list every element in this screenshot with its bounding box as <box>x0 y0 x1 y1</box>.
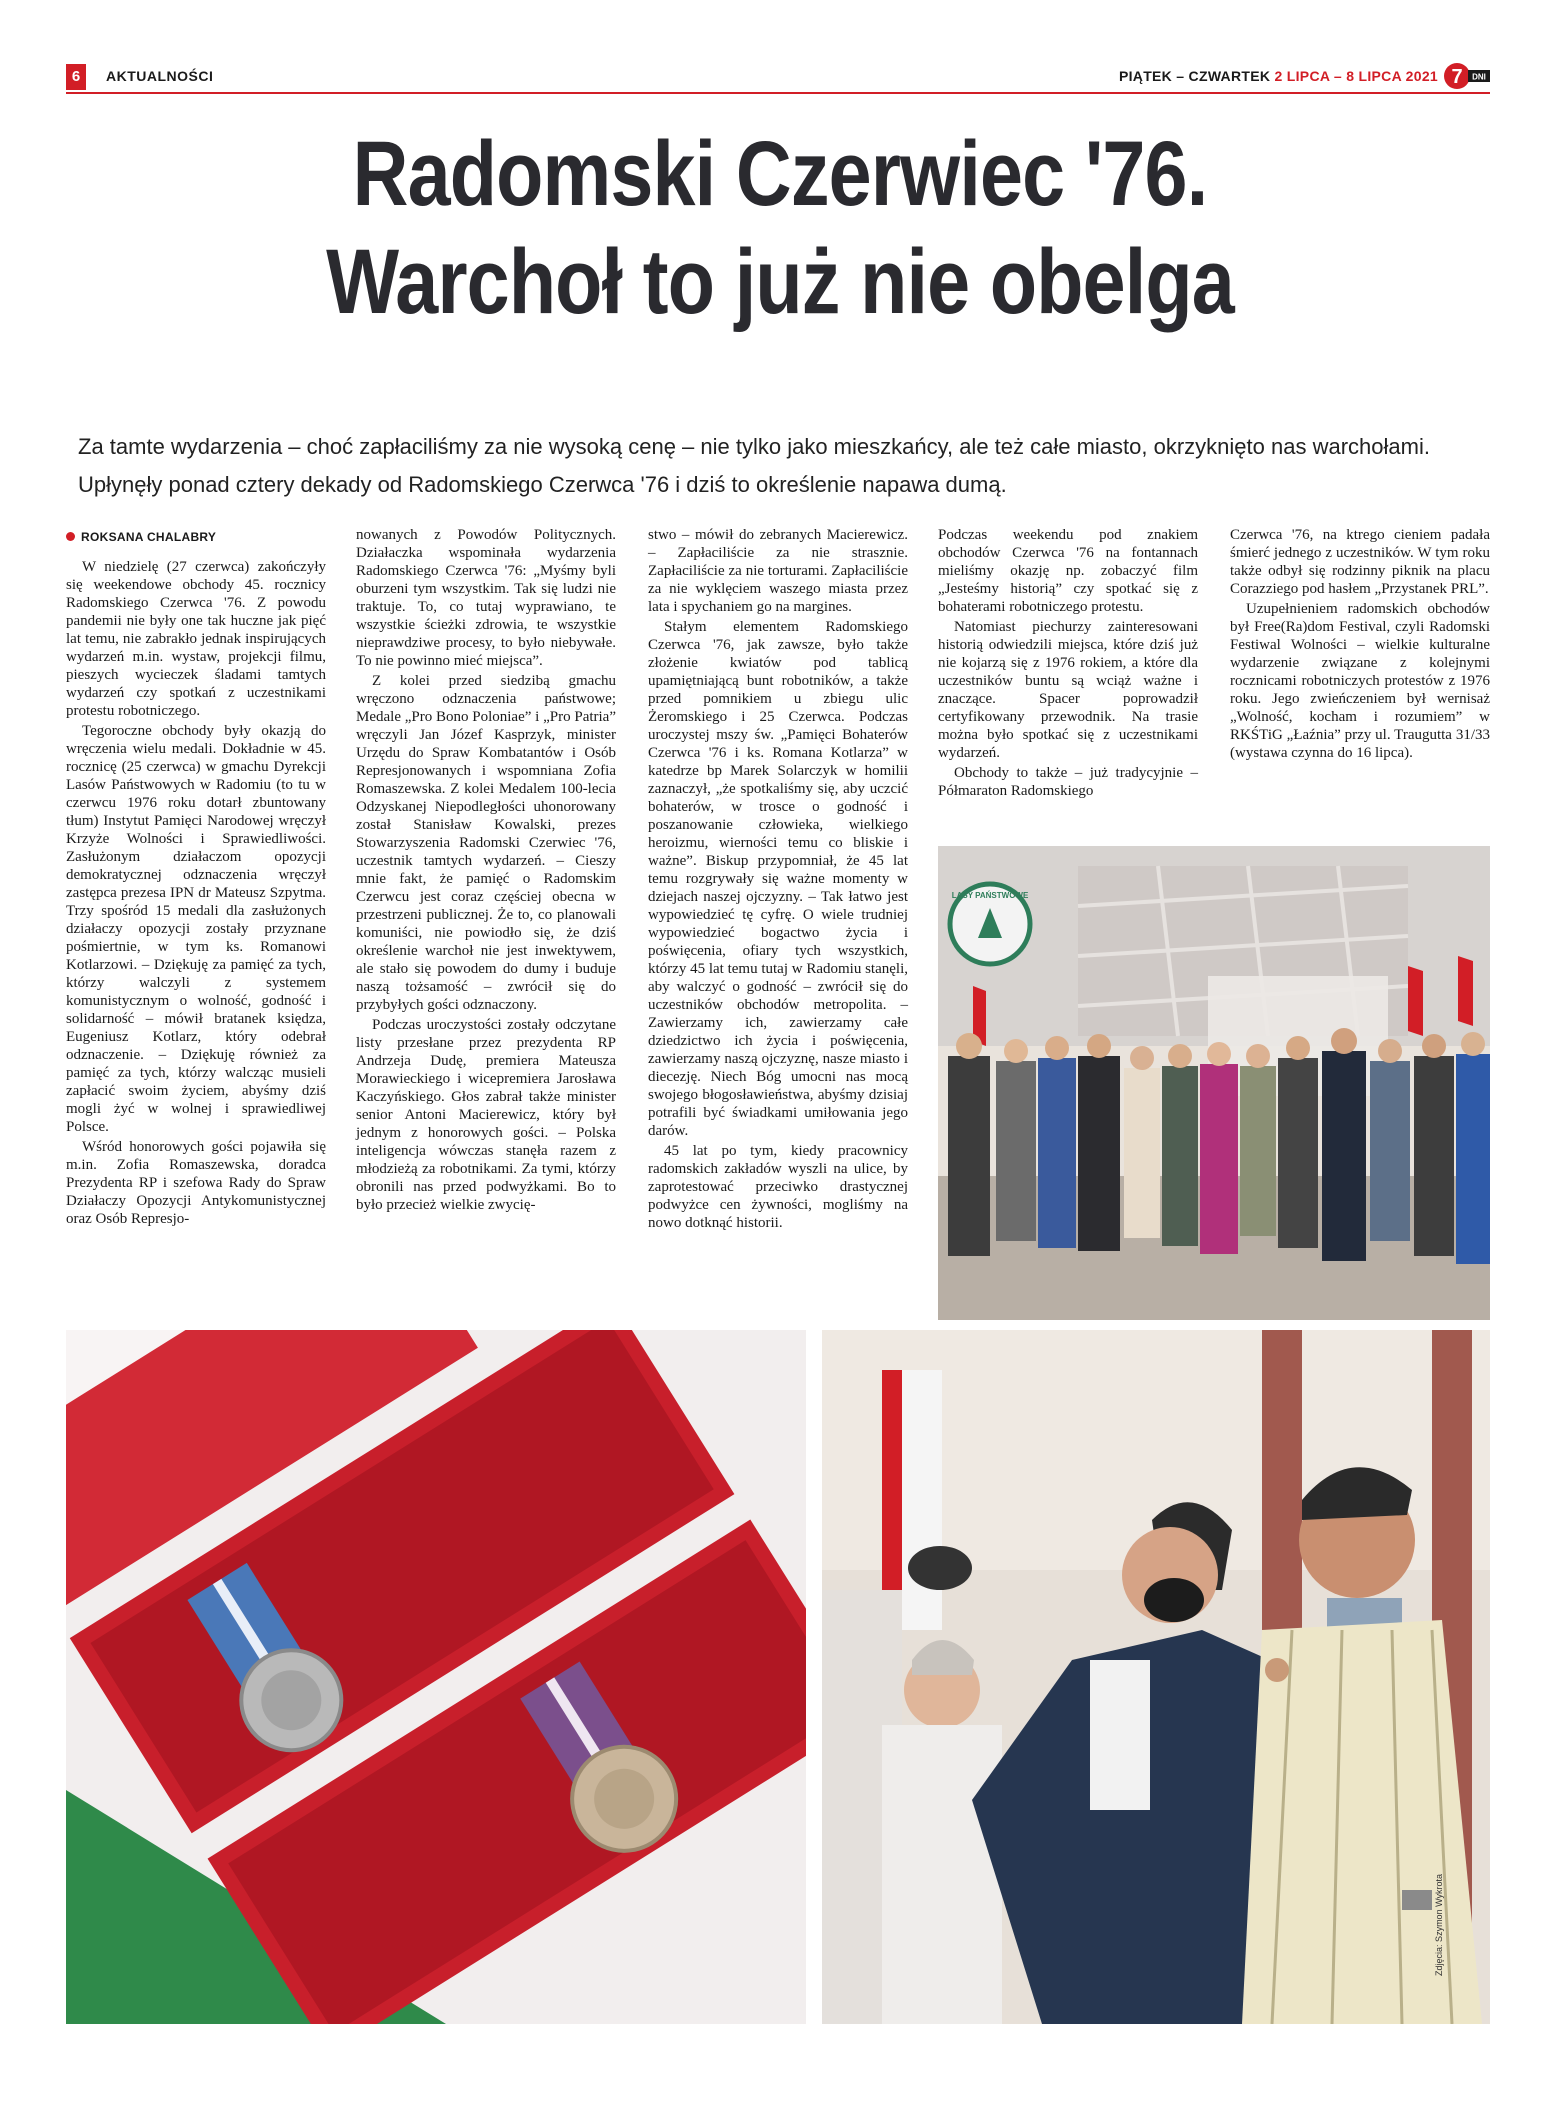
ceremony-photo <box>822 1330 1490 2024</box>
byline <box>66 530 326 544</box>
paragraph: W niedzielę (27 czerwca) zakończyły się weekendowe obchody 45. rocznicy Radomskiego Czerwca '76. Z powodu pandemii nie były one tak huczne jak pięć lat temu, nie zabrakło jednak inspirujących wydarzeń m.in. wystaw, projekcji filmu, pieszych wycieczek śladami tamtych wydarzeń czy spotkań z uczestnikami protestu robotniczego. <box>66 559 326 719</box>
medals-photo-image <box>66 1330 806 2024</box>
page-number: 6 <box>66 64 86 90</box>
7dni-logo <box>1444 62 1490 90</box>
paragraph: Czerwca '76, na ktrego cieniem padała śmierć jednego z uczestników. W tym roku także odbył się rodzinny piknik na placu Corazziego pod hasłem „Przystanek PRL”. <box>1230 527 1490 597</box>
group-of-people <box>948 1028 1490 1264</box>
dates-prefix: PIĄTEK – CZWARTEK <box>1118 68 1275 84</box>
svg-text:DNI: DNI <box>1472 72 1486 82</box>
paragraph: Stałym elementem Radomskiego Czerwca '76, jak zawsze, było także złożenie kwiatów pod tablicą upamiętniającą bunt robotników, a także przed pomnikiem u zbiegu ulic Żeromskiego i 25 Czerwca. Podczas uroczystej mszy św. „Pamięci Bohaterów Czerwca '76 i ks. Romana Kotlarza” w katedrze bp Marek Solarczyk w homilii zaznaczył, „że spotkaliśmy się, aby uczcić bohaterów, w trosce o godność i poszanowanie człowieka, wielkiego heroizmu, wierności temu co bliskie i ważne”. Biskup przypomniał, że 45 lat temu rozgrywały się ważne momenty w dziejach naszej ojczyzny. – Tak łatwo jest wypowiedzieć tę cyfrę. O wiele trudniej wypowiedzieć bogactwo życia i poświęcenia, ofiary tych wszystkich, którzy 45 lat temu tutaj w Radomiu stanęli, aby walczyć o godność – zwrócił się do uczestników obchodów metropolita. – Zawierzamy ich, zawierzamy całe dziedzictwo ich życia i poświęcenia, zawierzamy naszą ojczyznę, nasze miasto i diecezję. Niech Bóg umocni nas mocą swojego błogosławieństwa, abyśmy dzisiaj potrafili być świadkami umiłowania jego darów. <box>648 619 908 1139</box>
column-3 <box>648 526 908 1234</box>
issue-dates <box>1119 68 1438 84</box>
paragraph: nowanych z Powodów Politycznych. Działaczka wspominała wydarzenia Radomskiego Czerwca '76: „Myśmy byli oburzeni tym wszystkim. Tak się ludzi nie traktuje. To, co tutaj wyprawiano, te wszystkie ścieżki zdrowia, te wszystkie nieprawdziwe procesy, to było niebywałe. To nie powinno mieć miejsca”. <box>356 527 616 669</box>
column-5 <box>1230 526 1490 764</box>
column-2 <box>356 526 616 1216</box>
column-1 <box>66 526 326 1230</box>
lasy-panstwowe-text: LASY PAŃSTWOWE <box>951 891 1029 900</box>
photo-credit: Zdjęcia: Szymon Wykrota <box>1434 1874 1444 1976</box>
medals-photo <box>66 1330 806 2024</box>
byline-dot-icon <box>66 532 75 541</box>
paragraph: Tegoroczne obchody były okazją do wręczenia wielu medali. Dokładnie w 45. rocznicę (25 czerwca) w gmachu Dyrekcji Lasów Państwowych w Radomiu (to tu w czerwcu 1976 roku dotarł zbuntowany tłum) Instytut Pamięci Narodowej wręczył Krzyże Wolności i Sprawiedliwości. Zasłużonym działaczom opozycji demokratycznej odznaczenia wręczył zastępca prezesa IPN dr Mateusz Szpytma. Trzy spośród 15 medali dla zasłużonych działaczy opozycji zostały przyznane pośmiertnie, w tym ks. Romanowi Kotlarzowi. – Dziękuję za pamięć za tych, którzy walczyli z systemem komunistycznym o wolność, godność i solidarność – mówił bratanek księdza, Eugeniusz Kotlarz, który odebrał odznaczenie. – Dziękuję również za pamięć za tych, którzy walcząc musieli zapłacić swoim życiem, abyśmy dziś mogli żyć w wolnej i sprawiedliwej Polsce. <box>66 723 326 1135</box>
paragraph: Uzupełnieniem radomskich obchodów był Free(Ra)dom Festival, czyli Radomski Festiwal Wolności – wielkie kulturalne wydarzenie związane z kolejnymi rocznicami robotniczych protestów z 1976 roku. Jego zwieńczeniem był wernisaż „Wolność, kocham i rozumiem” w RKŚTiG „Łaźnia” przy ul. Traugutta 31/33 (wystawa czynna do 16 lipca). <box>1230 601 1490 761</box>
column-4 <box>938 526 1198 802</box>
ceremony-photo-image <box>822 1330 1490 2024</box>
paragraph: Podczas weekendu pod znakiem obchodów Czerwca '76 na fontannach mieliśmy okazję np. zobaczyć film „Jesteśmy historią” czy spotkać się z bohaterami robotniczego protestu. <box>938 527 1198 615</box>
headline <box>175 120 1385 336</box>
paragraph: stwo – mówił do zebranych Macierewicz. – Zapłaciliście za nie strasznie. Zapłaciliście za nie torturami. Zapłaciliście za nie wyklęciem waszego miasta przez lata i spychaniem go na margines. <box>648 527 908 615</box>
headline-line-1: Radomski Czerwiec '76. <box>352 123 1208 225</box>
paragraph: Podczas uroczystości zostały odczytane listy przesłane przez prezydenta RP Andrzeja Dudę, premiera Mateusza Morawieckiego i wicepremiera Jarosława Kaczyńskiego. Głos zabrał także minister senior Antoni Macierewicz, który był jednym z honorowych gości. – Polska inteligencja wówczas stanęła razem z młodzieżą za robotnikami. Za tymi, którzy obronili nas przed podwyżkami. Bo to było przecież wielkie zwycię- <box>356 1017 616 1213</box>
lead-paragraph: Za tamte wydarzenia – choć zapłaciliśmy za nie wysoką cenę – nie tylko jako mieszkańcy, ale też całe miasto, okrzyknięto nas warchołami. Upłynęły ponad cztery dekady od Radomskiego Czerwca '76 i dziś to określenie napawa dumą. <box>78 434 1430 497</box>
section-label: AKTUALNOŚCI <box>106 68 214 84</box>
group-photo <box>938 846 1490 1320</box>
byline-author: ROKSANA CHALABRY <box>81 530 217 544</box>
svg-text:7: 7 <box>1451 66 1463 88</box>
paragraph: 45 lat po tym, kiedy pracownicy radomskich zakładów wyszli na ulice, by zaprotestować przeciwko drastycznej podwyżce cen żywności, mogliśmy na nowo dotknąć historii. <box>648 1143 908 1231</box>
paragraph: Wśród honorowych gości pojawiła się m.in. Zofia Romaszewska, doradca Prezydenta RP i szefowa Rady do Spraw Działaczy Opozycji Antykomunistycznej oraz Osób Represjo- <box>66 1139 326 1227</box>
paragraph: Obchody to także – już tradycyjnie – Półmaraton Radomskiego <box>938 765 1198 799</box>
group-photo-image <box>938 846 1490 1320</box>
paragraph: Z kolei przed siedzibą gmachu wręczono odznaczenia państwowe; Medale „Pro Bono Poloniae” i „Pro Patria” wręczyli Jan Józef Kasprzyk, minister Urzędu do Spraw Kombatantów i Osób Represjonowanych i wspomniana Zofia Romaszewska. Z kolei Medalem 100-lecia Odzyskanej Niepodległości uhonorowany został Stanisław Kowalski, prezes Stowarzyszenia Radomski Czerwiec '76, uczestnik tamtych wydarzeń. – Cieszy mnie fakt, że pamięć o Radomskim Czerwcu jest coraz częściej obecna w przestrzeni publicznej. Że to, co planowali komuniści, nie powiodło się, że dziś określenie warchoł nie jest inwektywem, ale stało się powodem do dumy i buduje naszą tożsamość – zwrócił się do przybyłych gości odznaczony. <box>356 673 616 1013</box>
dates-range: 2 LIPCA – 8 LIPCA 2021 <box>1274 68 1438 84</box>
paragraph: Natomiast piechurzy zainteresowani historią odwiedzili miejsca, które dziś już nie kojarzą się z 1976 rokiem, a które dla uczestników buntu są wciąż ważne i znaczące. Spacer poprowadził certyfikowany przewodnik. Na trasie można było spotkać się z uczestnikami wydarzeń. <box>938 619 1198 761</box>
headline-line-2: Warchoł to już nie obelga <box>326 231 1234 333</box>
page-header <box>66 62 1490 94</box>
